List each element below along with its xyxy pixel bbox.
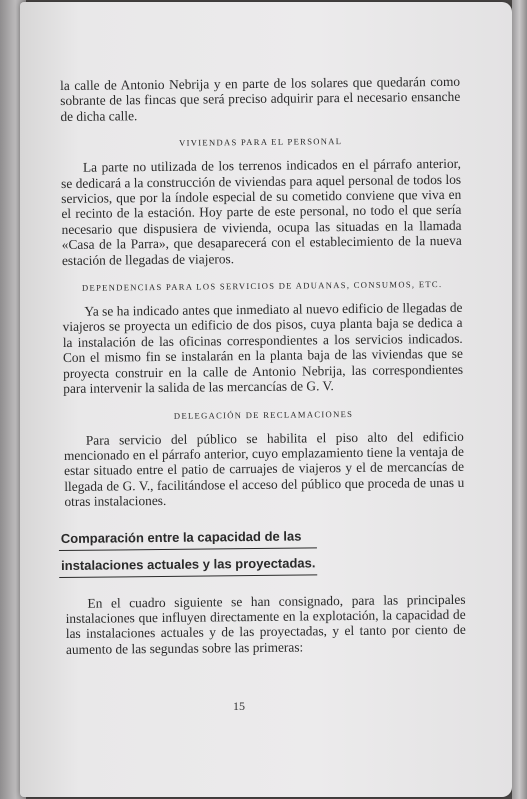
section-title-line-2: instalaciones actuales y las proyectadas. — [59, 552, 318, 578]
book-edge — [512, 0, 527, 799]
closing-paragraph: En el cuadro siguiente se han consignado, para las principales instalaciones que influyen directamente en la explotación, la capacidad de las instalaciones actuales y de las proyectadas, y el tanto por ciento de aumento de las segundas sobre las primeras: — [65, 591, 466, 657]
paragraph-delegacion: Para servicio del público se habilita el piso alto del edificio mencionado en el párrafo anterior, cuyo emplazamiento tiene la ventaja de estar situado entre el patio de carruajes de viajeros y el de mercancías de llegada de G. V., facilitándose el acceso del público que proceda de unas u otras instalaciones. — [63, 428, 465, 510]
paragraph-viviendas: La parte no utilizada de los terrenos indicados en el párrafo anterior, se dedicará a la construcción de viviendas para aquel personal de todos los servicios, que por la índole especial de su cometido conviene que viva en el recinto de la estación. Hoy parte de este personal, no todo el que sería necesario que dispusiera de vivienda, ocupa las situadas en la llamada «Casa de la Parra», que desaparecerá con el establecimiento de la nueva estación de llegadas de viajeros. — [61, 156, 462, 268]
heading-delegacion: DELEGACIÓN DE RECLAMACIONES — [173, 408, 354, 421]
heading-dependencias: DEPENDENCIAS PARA LOS SERVICIOS DE ADUANAS, CONSUMOS, ETC. — [81, 279, 443, 293]
page-content — [60, 74, 466, 657]
page-number: 15 — [233, 699, 245, 713]
heading-viviendas: VIVIENDAS PARA EL PERSONAL — [178, 136, 343, 148]
paragraph-dependencias: Ya se ha indicado antes que inmediato al nuevo edificio de llegadas de viajeros se proyecta un edificio de dos pisos, cuya planta baja se dedica a la instalación de las oficinas correspondientes a los servicios indicados. Con el mismo fin se instalarán en la planta baja de las viviendas que se proyecta construir en la calle de Antonio Nebrija, las correspondientes para intervenir la salida de las mercancías de G. V. — [62, 299, 464, 397]
book-page — [20, 2, 512, 797]
intro-paragraph: la calle de Antonio Nebrija y en parte de los solares que quedarán como sobrante de las fincas que será preciso adquirir para el necesario ensanche de dicha calle. — [60, 73, 461, 124]
section-title-line-1: Comparación entre la capacidad de las — [59, 525, 318, 551]
section-title — [59, 525, 318, 582]
